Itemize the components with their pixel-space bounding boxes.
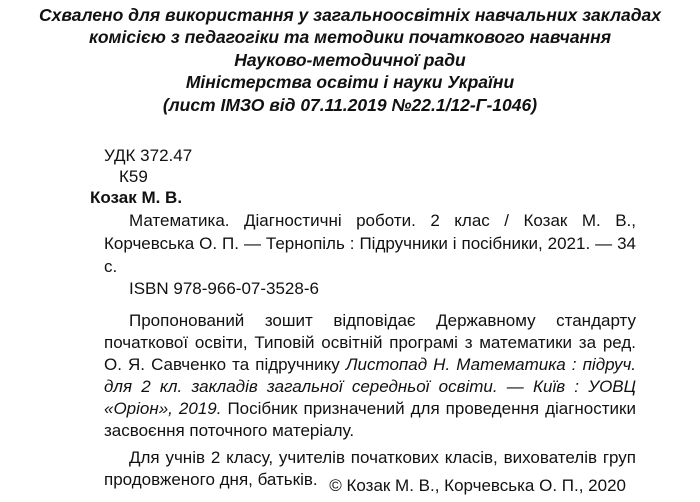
annotation-paragraph-2: Для учнів 2 класу, учителів початкових класів, вихователів груп продовженого дня, батьків.: [104, 448, 636, 489]
annotation-paragraph-1: [104, 310, 636, 442]
annotation-textbook-reference: Листопад Н. Математика : підруч. для 2 кл. закладів загальної середньої освіти. — Київ : УОВЦ «Оріон», 2019.: [104, 355, 637, 418]
annotation-text-start: Пропонований зошит відповідає Державному стандарту початкової освіти, Типовій освітній програмі з математики за ред. О. Я. Савченко та підручнику: [104, 311, 636, 374]
approval-line-3: Науково-методичної ради: [234, 49, 466, 70]
bibliographic-record: [104, 209, 636, 278]
bibliographic-text: Математика. Діагностичні роботи. 2 клас / Козак М. В., Корчевська О. П. — Тернопіль : Підручники і посібники, 2021. — 34 с.: [104, 211, 636, 276]
udk-index: УДК 372.47: [104, 146, 193, 165]
isbn: ISBN 978-966-07-3528-6: [129, 279, 319, 298]
approval-line-1: Схвалено для використання у загальноосвітніх навчальних закладах: [38, 5, 661, 25]
copyright-notice: © Козак М. В., Корчевська О. П., 2020: [329, 476, 626, 495]
annotation-text-end: Посібник призначений для проведення діагностики засвоєння поточного матеріалу.: [104, 399, 636, 440]
approval-stamp: [0, 4, 700, 116]
approval-line-2: комісією з педагогіки та методики початкового навчання: [88, 27, 611, 48]
annotation: [104, 310, 636, 496]
approval-line-4: Міністерства освіти і науки України: [185, 72, 515, 93]
author-heading: Козак М. В.: [90, 188, 183, 207]
author-sign: К59: [119, 167, 148, 186]
approval-line-5: (лист ІМЗО від 07.11.2019 №22.1/12-Г-1046): [162, 94, 538, 115]
